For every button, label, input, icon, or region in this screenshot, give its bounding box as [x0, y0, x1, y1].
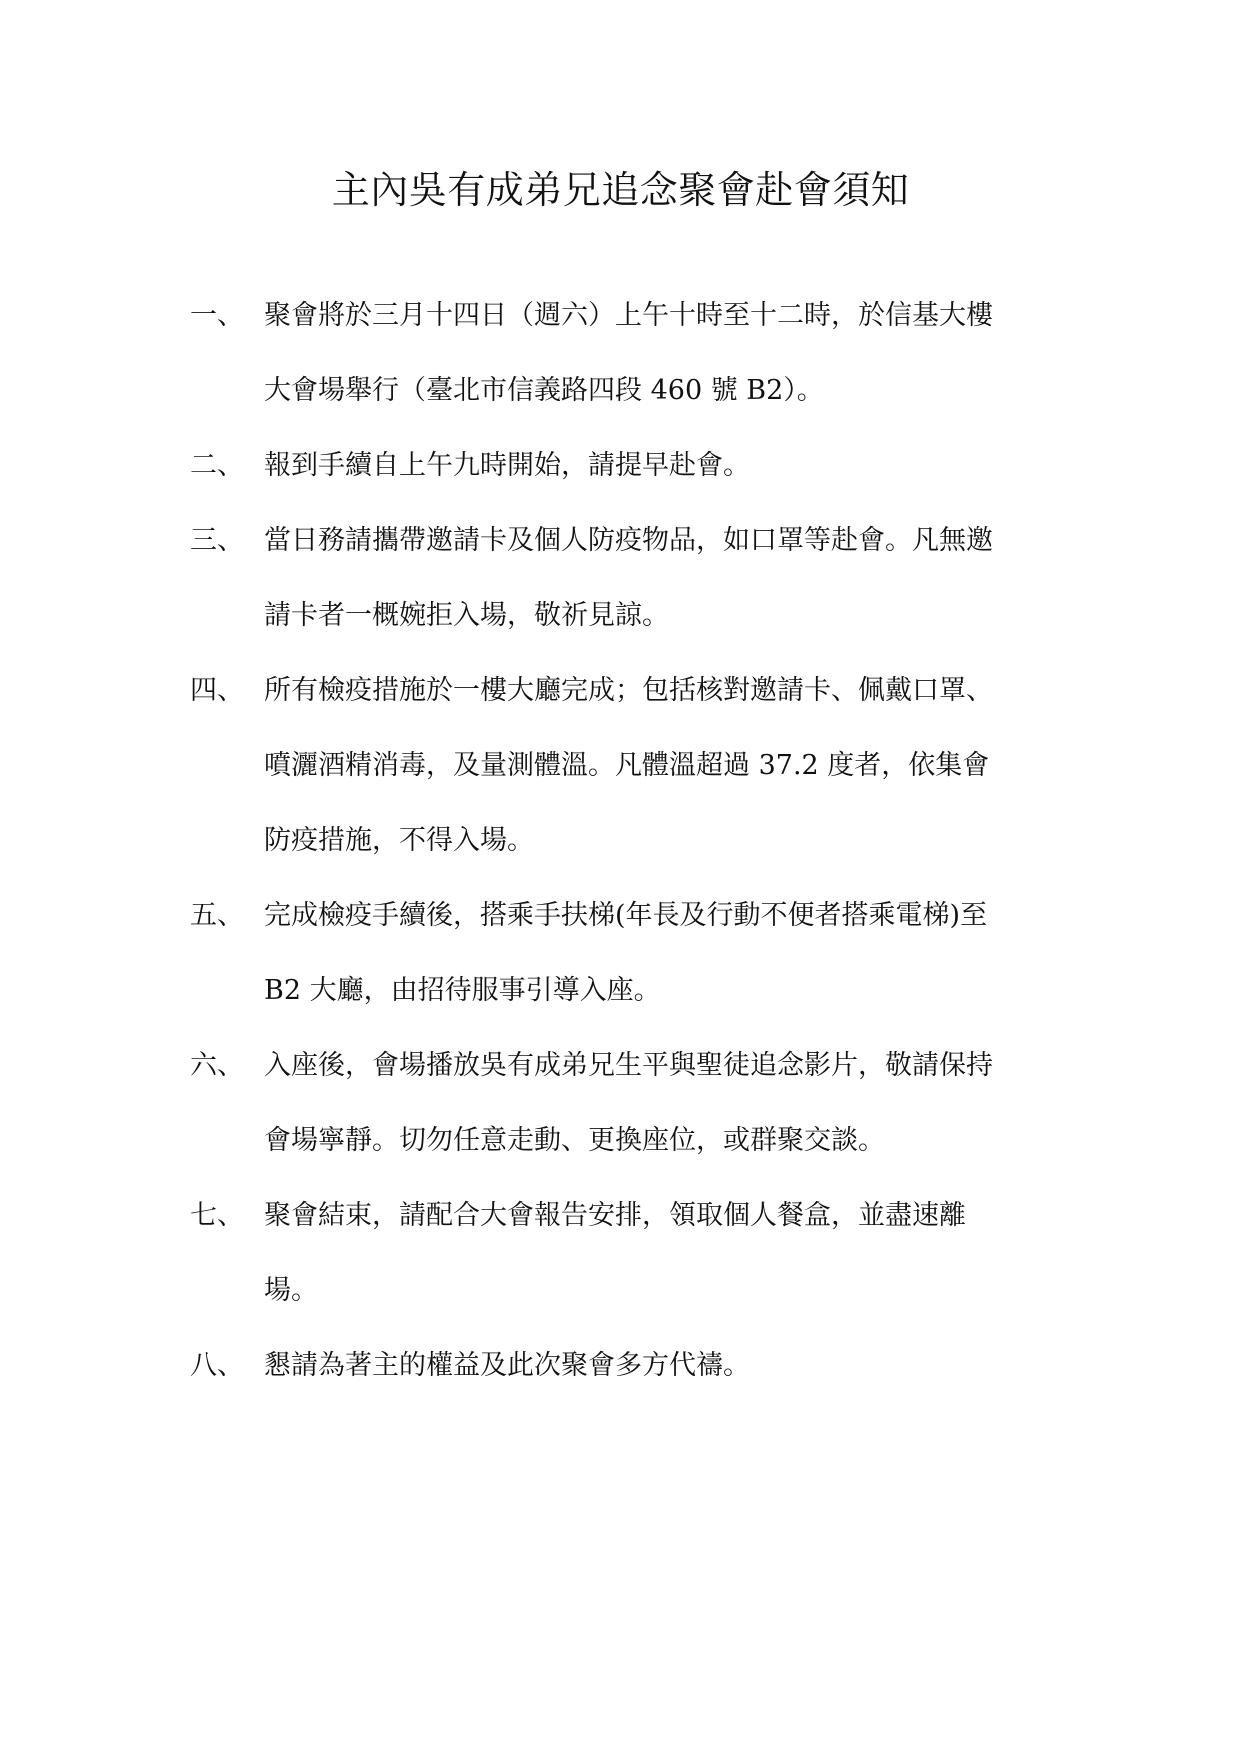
notice-item-3	[190, 503, 1070, 653]
notice-item-4	[190, 653, 1070, 878]
item-text-line: B2 大廳，由招待服事引導入座。	[264, 975, 661, 1006]
document-title: 主內吳有成弟兄追念聚會赴會須知	[331, 168, 910, 212]
item-number: 二、	[190, 450, 244, 481]
item-text-line: 聚會結束，請配合大會報告安排，領取個人餐盒，並盡速離	[264, 1200, 966, 1231]
notice-item-1	[190, 278, 1070, 428]
notice-item-8	[190, 1328, 1070, 1403]
notice-item-2	[190, 428, 1070, 503]
item-text-line: 當日務請攜帶邀請卡及個人防疫物品，如口罩等赴會。凡無邀	[264, 525, 993, 556]
item-text-line: 防疫措施，不得入場。	[264, 825, 534, 856]
item-text-line: 請卡者一概婉拒入場，敬祈見諒。	[264, 600, 669, 631]
item-number: 四、	[190, 675, 244, 706]
item-number: 七、	[190, 1200, 244, 1231]
item-text-line: 入座後，會場播放吳有成弟兄生平與聖徒追念影片，敬請保持	[264, 1050, 993, 1081]
item-text-line: 報到手續自上午九時開始，請提早赴會。	[264, 450, 750, 481]
item-text-line: 大會場舉行（臺北市信義路四段 460 號 B2）。	[264, 375, 824, 406]
item-text-line: 噴灑酒精消毒，及量測體溫。凡體溫超過 37.2 度者，依集會	[264, 750, 990, 781]
notice-item-6	[190, 1028, 1070, 1178]
item-number: 六、	[190, 1050, 244, 1081]
item-number: 五、	[190, 900, 244, 931]
item-text-line: 場。	[264, 1275, 318, 1306]
item-number: 三、	[190, 525, 244, 556]
notice-item-5	[190, 878, 1070, 1028]
item-number: 一、	[190, 300, 244, 331]
item-text-line: 聚會將於三月十四日（週六）上午十時至十二時，於信基大樓	[264, 300, 993, 331]
item-text-line: 懇請為著主的權益及此次聚會多方代禱。	[264, 1350, 750, 1381]
notice-item-7	[190, 1178, 1070, 1328]
item-number: 八、	[190, 1350, 244, 1381]
item-text-line: 會場寧靜。切勿任意走動、更換座位，或群聚交談。	[264, 1125, 885, 1156]
notice-list	[190, 278, 1070, 1403]
item-text-line: 完成檢疫手續後，搭乘手扶梯(年長及行動不便者搭乘電梯)至	[264, 900, 988, 931]
item-text-line: 所有檢疫措施於一樓大廳完成；包括核對邀請卡、佩戴口罩、	[264, 675, 993, 706]
